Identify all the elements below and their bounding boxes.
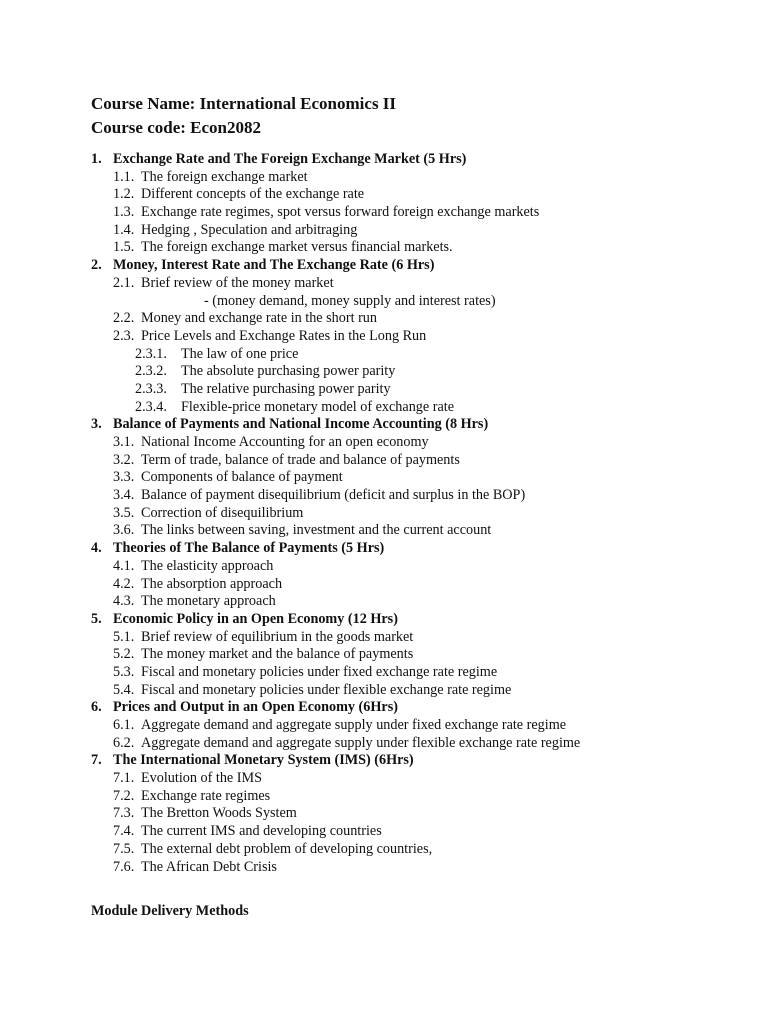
item-number: 1.2. [113,186,135,203]
item-text: Theories of The Balance of Payments (5 Hrs) [113,540,385,557]
item-number: 7.3. [113,805,135,822]
item-number: 2.3. [113,327,135,344]
item-text: The absorption approach [141,575,283,592]
item-number: 5.1. [113,628,135,645]
subsection-item [0,646,768,664]
item-text: Money and exchange rate in the short run [141,310,377,327]
subsection-item [0,469,768,487]
item-text: Economic Policy in an Open Economy (12 Hrs) [113,610,398,627]
subsection-item [0,169,768,187]
subsection-item [0,735,768,753]
item-number: 5.3. [113,663,135,680]
item-text: Money, Interest Rate and The Exchange Rate (6 Hrs) [113,257,435,274]
section-heading [0,699,768,717]
item-number: 1.5. [113,239,135,256]
item-number: 5. [91,610,102,627]
subsection-item [0,823,768,841]
subsection-item [0,788,768,806]
item-text: Hedging , Speculation and arbitraging [141,221,358,238]
item-number: 4.1. [113,557,135,574]
item-text: Aggregate demand and aggregate supply under fixed exchange rate regime [141,717,567,733]
item-number: 4.3. [113,593,135,610]
item-number: 7.4. [113,823,135,840]
item-text: Brief review of equilibrium in the goods market [141,628,414,645]
item-number: 4.2. [113,575,135,592]
item-number: 1.1. [113,168,135,185]
item-number: 1.3. [113,204,135,221]
item-text: Flexible-price monetary model of exchange rate [181,398,454,415]
subsection-item [0,222,768,240]
item-text: The current IMS and developing countries [141,823,382,840]
item-number: 2. [91,257,102,274]
item-number: 4. [91,540,102,557]
subsection-item [0,664,768,682]
item-number: 5.2. [113,646,135,663]
subsection-item [0,770,768,788]
course-outline-list [0,151,768,876]
item-text: The Bretton Woods System [141,805,297,822]
subsection-item [0,576,768,594]
subsection-item [0,275,768,293]
section-heading [0,416,768,434]
sub-subsection-item [0,399,768,417]
subsection-item [0,629,768,647]
item-number: 3.6. [113,522,135,539]
item-text: Exchange rate regimes [141,787,271,804]
item-number: 3.3. [113,469,135,486]
item-number: 7. [91,752,102,769]
subsection-item [0,505,768,523]
item-text: The foreign exchange market [141,168,308,185]
subsection-item [0,239,768,257]
item-number: 3. [91,416,102,433]
subsection-item [0,328,768,346]
item-text: Aggregate demand and aggregate supply under flexible exchange rate regime [141,734,581,751]
item-text: Fiscal and monetary policies under flexible exchange rate regime [141,681,512,698]
item-text: Different concepts of the exchange rate [141,186,365,203]
item-number: 7.6. [113,858,135,875]
item-number: 2.1. [113,274,135,291]
course-code-heading: Course code: Econ2082 [91,118,261,137]
subsection-item [0,682,768,700]
item-number: 3.2. [113,451,135,468]
subsection-item [0,487,768,505]
subsection-item [0,593,768,611]
item-text: The absolute purchasing power parity [181,363,396,380]
item-text: Exchange rate regimes, spot versus forward foreign exchange markets [141,204,540,221]
section-heading [0,752,768,770]
item-number: 2.3.3. [135,380,167,397]
item-text: Balance of payment disequilibrium (deficit and surplus in the BOP) [141,487,526,504]
item-number: 2.2. [113,310,135,327]
section-heading [0,540,768,558]
section-heading [0,257,768,275]
course-name-heading: Course Name: International Economics II [91,94,397,113]
item-text: The law of one price [181,345,299,362]
item-text: The relative purchasing power parity [181,380,391,397]
item-text: Balance of Payments and National Income Accounting (8 Hrs) [113,416,489,433]
item-text: National Income Accounting for an open economy [141,434,429,450]
item-number: 6.1. [113,717,135,733]
subsection-item [0,310,768,328]
subsection-item [0,204,768,222]
item-text: Correction of disequilibrium [141,504,304,521]
module-delivery-heading: Module Delivery Methods [91,903,249,919]
item-number: 2.3.2. [135,363,167,380]
sub-subsection-item [0,381,768,399]
item-number: 3.5. [113,504,135,521]
item-text: Prices and Output in an Open Economy (6Hrs) [113,699,398,716]
item-text: Fiscal and monetary policies under fixed exchange rate regime [141,663,498,680]
item-text: Evolution of the IMS [141,770,262,787]
subsection-item [0,805,768,823]
sub-subsection-item [0,346,768,364]
item-number: 1. [91,151,102,167]
item-text: The monetary approach [141,593,276,610]
item-text: Term of trade, balance of trade and balance of payments [141,451,460,468]
item-text: - (money demand, money supply and interest rates) [204,292,496,309]
item-text: Components of balance of payment [141,469,343,486]
item-text: The money market and the balance of payments [141,646,414,663]
item-text: The African Debt Crisis [141,858,277,875]
outline-note [0,293,768,311]
subsection-item [0,859,768,877]
item-number: 1.4. [113,221,135,238]
item-text: Exchange Rate and The Foreign Exchange Market (5 Hrs) [113,151,467,167]
subsection-item [0,434,768,452]
item-number: 5.4. [113,681,135,698]
item-text: Price Levels and Exchange Rates in the Long Run [141,327,427,344]
section-heading [0,611,768,629]
subsection-item [0,452,768,470]
item-text: The links between saving, investment and the current account [141,522,492,539]
subsection-item [0,841,768,859]
item-number: 3.1. [113,434,135,450]
item-number: 6.2. [113,734,135,751]
item-number: 2.3.1. [135,345,167,362]
subsection-item [0,558,768,576]
item-number: 3.4. [113,487,135,504]
item-number: 7.1. [113,770,135,787]
item-text: The International Monetary System (IMS) (6Hrs) [113,752,414,769]
subsection-item [0,717,768,735]
subsection-item [0,522,768,540]
item-text: The foreign exchange market versus financial markets. [141,239,453,256]
item-number: 7.5. [113,840,135,857]
item-text: The elasticity approach [141,557,274,574]
item-text: The external debt problem of developing countries, [141,840,433,857]
subsection-item [0,186,768,204]
item-number: 7.2. [113,787,135,804]
section-heading [0,151,768,169]
sub-subsection-item [0,363,768,381]
item-number: 6. [91,699,102,716]
item-number: 2.3.4. [135,398,167,415]
item-text: Brief review of the money market [141,274,334,291]
